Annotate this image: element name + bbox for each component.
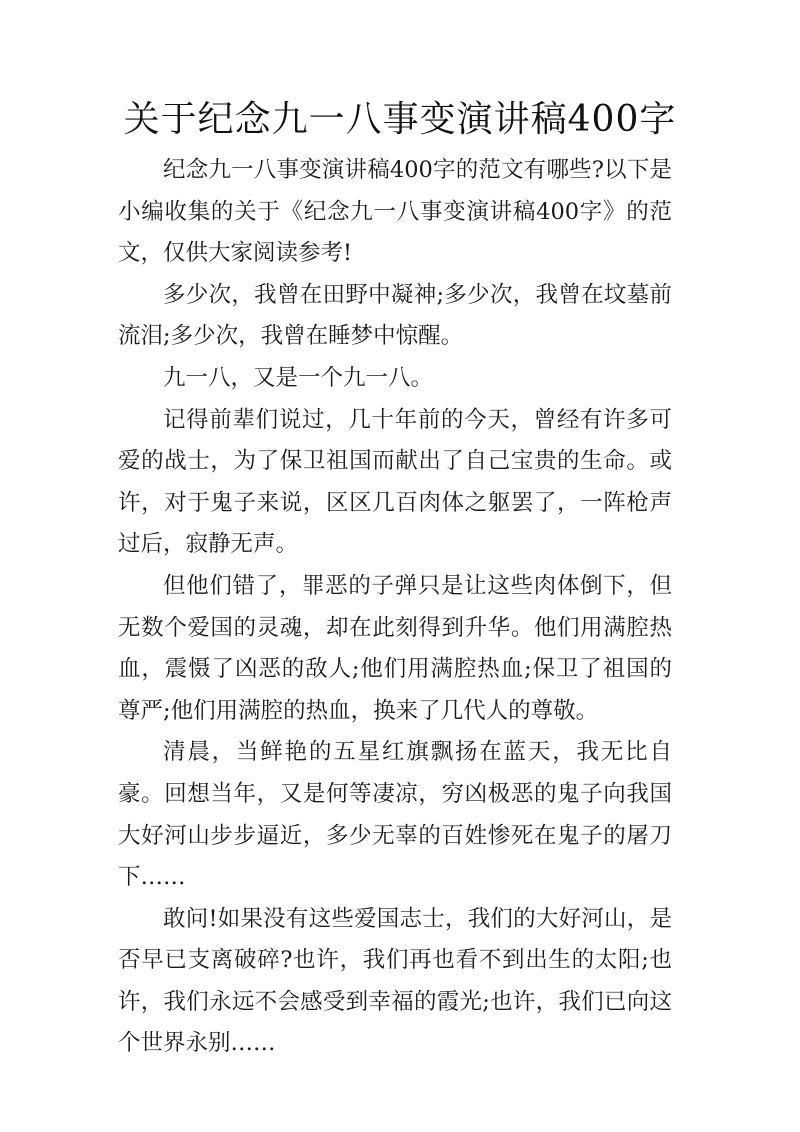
paragraph: 记得前辈们说过，几十年前的今天，曾经有许多可爱的战士，为了保卫祖国而献出了自己宝贵的生命。或许，对于鬼子来说，区区几百肉体之躯罢了，一阵枪声过后，寂静无声。: [118, 406, 672, 558]
paragraph: 清晨，当鲜艳的五星红旗飘扬在蓝天，我无比自豪。回想当年，又是何等凄凉，穷凶极恶的鬼子向我国大好河山步步逼近，多少无辜的百姓惨死在鬼子的屠刀下……: [118, 739, 672, 891]
paragraph: 纪念九一八事变演讲稿400字的范文有哪些?以下是小编收集的关于《纪念九一八事变演讲稿400字》的范文，仅供大家阅读参考!: [118, 157, 672, 267]
paragraph: 多少次，我曾在田野中凝神;多少次，我曾在坟墓前流泪;多少次，我曾在睡梦中惊醒。: [118, 281, 672, 350]
paragraph: 但他们错了，罪恶的子弹只是让这些肉体倒下，但无数个爱国的灵魂，却在此刻得到升华。他们用满腔热血，震慑了凶恶的敌人;他们用满腔热血;保卫了祖国的尊严;他们用满腔的热血，换来了几代人的尊敬。: [118, 572, 672, 724]
paragraph: 敢问!如果没有这些爱国志士，我们的大好河山，是否早已支离破碎?也许，我们再也看不到出生的太阳;也许，我们永远不会感受到幸福的霞光;也许，我们已向这个世界永别……: [118, 905, 672, 1057]
document-title: 关于纪念九一八事变演讲稿400字: [123, 99, 677, 140]
document-body: [118, 150, 672, 1065]
paragraph: 九一八，又是一个九一八。: [163, 364, 434, 391]
